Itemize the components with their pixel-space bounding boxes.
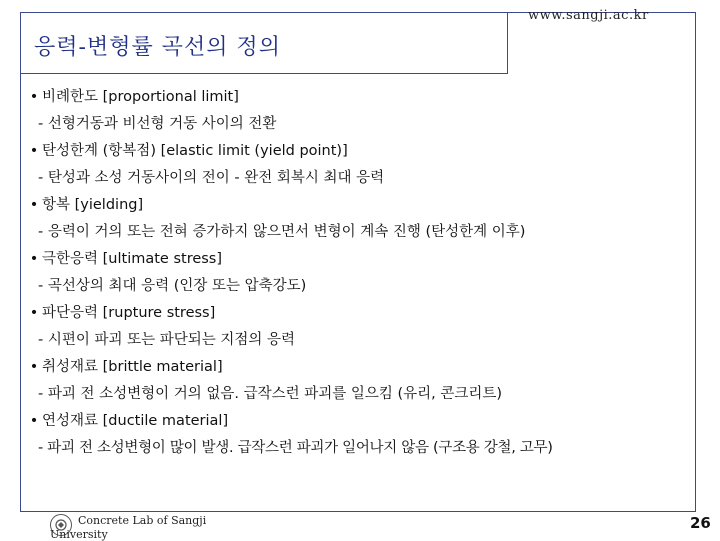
term: 취성재료 [brittle material] bbox=[42, 359, 223, 375]
bullet-icon: • bbox=[29, 413, 39, 429]
list-item bbox=[26, 246, 706, 272]
lab-name-continued: University bbox=[50, 528, 108, 541]
term: 항복 [yielding] bbox=[42, 197, 144, 213]
term: 탄성한계 (항복점) [elastic limit (yield point)] bbox=[42, 143, 348, 159]
bullet-icon: • bbox=[29, 197, 39, 213]
term: 파단응력 [rupture stress] bbox=[42, 305, 216, 321]
list-item bbox=[26, 408, 706, 434]
term-description: - 파괴 전 소성변형이 많이 발생. 급작스런 파괴가 일어나지 않음 (구조용 강철, 고무) bbox=[38, 440, 553, 456]
bullet-icon: • bbox=[29, 305, 39, 321]
term: 연성재료 [ductile material] bbox=[42, 413, 229, 429]
term-description: - 응력이 거의 또는 전혀 증가하지 않으면서 변형이 계속 진행 (탄성한계 이후) bbox=[38, 224, 526, 240]
list-item bbox=[26, 138, 706, 164]
term: 비례한도 [proportional limit] bbox=[42, 89, 239, 105]
term: 극한응력 [ultimate stress] bbox=[42, 251, 223, 267]
bullet-icon: • bbox=[29, 89, 39, 105]
term-description: - 탄성과 소성 거동사이의 전이 - 완전 회복시 최대 응력 bbox=[38, 170, 385, 186]
definition-list bbox=[26, 84, 706, 462]
site-url: www.sangji.ac.kr bbox=[528, 8, 649, 23]
lab-name: Concrete Lab of Sangji bbox=[78, 514, 207, 527]
bullet-icon: • bbox=[29, 143, 39, 159]
page-number: 26 bbox=[690, 514, 711, 532]
bullet-icon: • bbox=[29, 251, 39, 267]
list-item bbox=[26, 354, 706, 380]
term-description: - 선형거동과 비선형 거동 사이의 전환 bbox=[38, 116, 277, 132]
list-item bbox=[26, 300, 706, 326]
bullet-icon: • bbox=[29, 359, 39, 375]
term-description: - 곡선상의 최대 응력 (인장 또는 압축강도) bbox=[38, 278, 307, 294]
list-item bbox=[26, 84, 706, 110]
term-description: - 파괴 전 소성변형이 거의 없음. 급작스런 파괴를 일으킴 (유리, 콘크리트) bbox=[38, 386, 503, 402]
list-item bbox=[26, 192, 706, 218]
page-title: 응력-변형률 곡선의 정의 bbox=[34, 35, 281, 60]
term-description: - 시편이 파괴 또는 파단되는 지점의 응력 bbox=[38, 332, 295, 348]
